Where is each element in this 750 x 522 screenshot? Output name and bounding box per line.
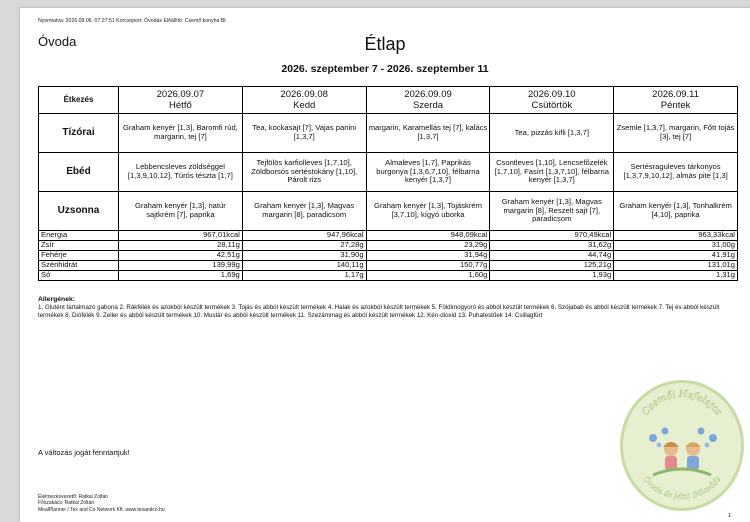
nutrient-value: 31,00g (614, 241, 738, 251)
day-header (490, 87, 614, 114)
meal-cell: Graham kenyér [1,3], Baromfi rúd, margarin, tej [7] (119, 114, 243, 153)
day-name: Péntek (660, 100, 691, 111)
nutrient-value: 1,17g (242, 271, 366, 281)
nutrient-value: 1,69g (119, 271, 243, 281)
nutrient-value: 23,29g (366, 241, 490, 251)
nutrition-row-so (39, 271, 738, 281)
nutrient-value: 31,62g (490, 241, 614, 251)
nutrient-value: 140,11g (242, 261, 366, 271)
meal-label: Ebéd (39, 153, 119, 192)
nutrient-value: 31,90g (242, 251, 366, 261)
nutrient-label: Fehérje (39, 251, 119, 261)
meal-label: Uzsonna (39, 192, 119, 231)
nutrient-value: 131,01g (614, 261, 738, 271)
day-name: Csütörtök (531, 100, 573, 111)
meal-cell: Graham kenyér [1,3], Tojáskrém [3,7,10], kígyó uborka (366, 192, 490, 231)
nutrient-label: Energia (39, 231, 119, 241)
nutrient-value: 41,91g (614, 251, 738, 261)
meal-cell: Tejfölös karfiolleves [1,7,10], Zöldborsós sertéstokány [1,10], Párolt rizs (242, 153, 366, 192)
meal-cell: Graham kenyér [1,3], Magvas margarin [8], Reszelt sajt [7], paradicsom (490, 192, 614, 231)
nutrient-label: Só (39, 271, 119, 281)
nutrient-value: 28,11g (119, 241, 243, 251)
menu-table (38, 86, 738, 281)
nutrient-value: 125,21g (490, 261, 614, 271)
day-date: 2026.09.08 (280, 89, 328, 100)
nutrient-value: 948,09kcal (366, 231, 490, 241)
meal-cell: Sertésraguleves tárkonyos [1,3,7,9,10,12], almás pite [1,3] (614, 153, 738, 192)
nutrient-value: 963,33kcal (614, 231, 738, 241)
kindergarten-logo (620, 380, 744, 511)
day-header (242, 87, 366, 114)
nutrient-value: 970,49kcal (490, 231, 614, 241)
day-date: 2026.09.10 (528, 89, 576, 100)
nutrient-label: Zsír (39, 241, 119, 251)
header-row (39, 87, 738, 114)
nutrient-value: 139,99g (119, 261, 243, 271)
day-header (366, 87, 490, 114)
date-range: 2026. szeptember 7 - 2026. szeptember 11 (281, 63, 489, 75)
nutrient-value: 967,01kcal (119, 231, 243, 241)
day-header (614, 87, 738, 114)
page-number: 1 (728, 513, 731, 519)
institution-name: Óvoda (38, 34, 77, 49)
footer-line: Élelmezésvezető: Ratkai Zoltán (38, 494, 109, 500)
nutrient-value: 42,51g (119, 251, 243, 261)
corner-header: Étkezés (39, 87, 119, 114)
day-name: Szerda (412, 100, 444, 111)
day-name: Kedd (293, 100, 316, 111)
nutrition-row-energia (39, 231, 738, 241)
meal-cell: Csontleves [1,10], Lencsefőzelék [1,7,10], Fasírt [1,3,7,10], félbarna kenyér [1,3,7] (490, 153, 614, 192)
nutrient-value: 1,31g (614, 271, 738, 281)
nutrient-value: 1,93g (490, 271, 614, 281)
logo-bottom-text: Óvoda és Mini Bölcsőde (641, 474, 723, 502)
nutrient-label: Szénhidrát (39, 261, 119, 271)
meal-row-tizorai (39, 114, 738, 153)
meal-cell: Tea, kockasajt [7], Vajas panini [1,3,7] (242, 114, 366, 153)
nutrition-row-zsir (39, 241, 738, 251)
page-title: Étlap (364, 34, 406, 54)
nutrient-value: 947,96kcal (242, 231, 366, 241)
print-info: Nyomtatva: 2026.09.06. 07:27:51 Korcsoport: Óvodás Előállító: Csemő konyha Bt (38, 18, 226, 24)
meal-cell: Tea, pizzás kifli [1,3,7] (490, 114, 614, 153)
meal-row-ebed (39, 153, 738, 192)
disclaimer: A változás jogát fenntartjuk! (38, 448, 130, 457)
logo-top-text: Csemői Nefelejcs (640, 388, 724, 418)
meal-label: Tízórai (39, 114, 119, 153)
nutrient-value: 44,74g (490, 251, 614, 261)
meal-cell: margarin, Karamellás tej [7], kalács [1,3,7] (366, 114, 490, 153)
meal-cell: Graham kenyér [1,3], natúr sajtkrém [7], paprika (119, 192, 243, 231)
meal-cell: Zsemle [1,3,7], margarin, Főtt tojás [3], tej [7] (614, 114, 738, 153)
footer-line: Főszakács: Ratkai Zoltán (38, 500, 95, 507)
day-date: 2026.09.07 (156, 89, 205, 100)
footer-credits (38, 494, 165, 513)
meal-row-uzsonna (39, 192, 738, 231)
meal-cell: Lebbencsleves zöldséggel [1,3,9,10,12], Túrós tészta [1,7] (119, 153, 243, 192)
day-name: Hétfő (169, 100, 192, 111)
nutrition-row-szenhidrat (39, 261, 738, 271)
allergens-list: 1. Glutént tartalmazó gabona 2. Rákfélék és azokból készült termékek 3. Tojás és abból készült termékek 4. Halak és azokból készült termékek 5. Földimogyoró és abból készült termékek 6. Szójabab és abból készült termékek 7. Tej és abból készült termékek 8. Diófélék 9. Zeller és abból készült termékek 10. Mustár és abból készült termékek 11. Szezámmag és abból készült termékek 12. Kén-dioxid 13. Puhatestűek 14. Csillagfürt (38, 304, 720, 319)
children-illustration-icon (653, 442, 711, 475)
logo-artwork (623, 383, 741, 508)
allergens-heading: Allergének: (38, 296, 76, 303)
meal-cell: Graham kenyér [1,3], Tonhalkrém [4,10], paprika (614, 192, 738, 231)
nutrient-value: 27,28g (242, 241, 366, 251)
footer-line: MealPlanner / Tex and Co Network Kft. www.texandco.hu (38, 506, 165, 513)
day-date: 2026.09.11 (652, 89, 700, 100)
day-date: 2026.09.09 (404, 89, 452, 100)
nutrition-row-feherje (39, 251, 738, 261)
nutrient-value: 31,94g (366, 251, 490, 261)
nutrient-value: 150,77g (366, 261, 490, 271)
nutrient-value: 1,60g (366, 271, 490, 281)
flower-icon (649, 428, 717, 448)
meal-cell: Almaleves [1,7], Paprikás burgonya [1,3,6,7,10], félbarna kenyér [1,3,7] (366, 153, 490, 192)
day-header (119, 87, 243, 114)
meal-cell: Graham kenyér [1,3], Magvas margarin [8], paradicsom (242, 192, 366, 231)
